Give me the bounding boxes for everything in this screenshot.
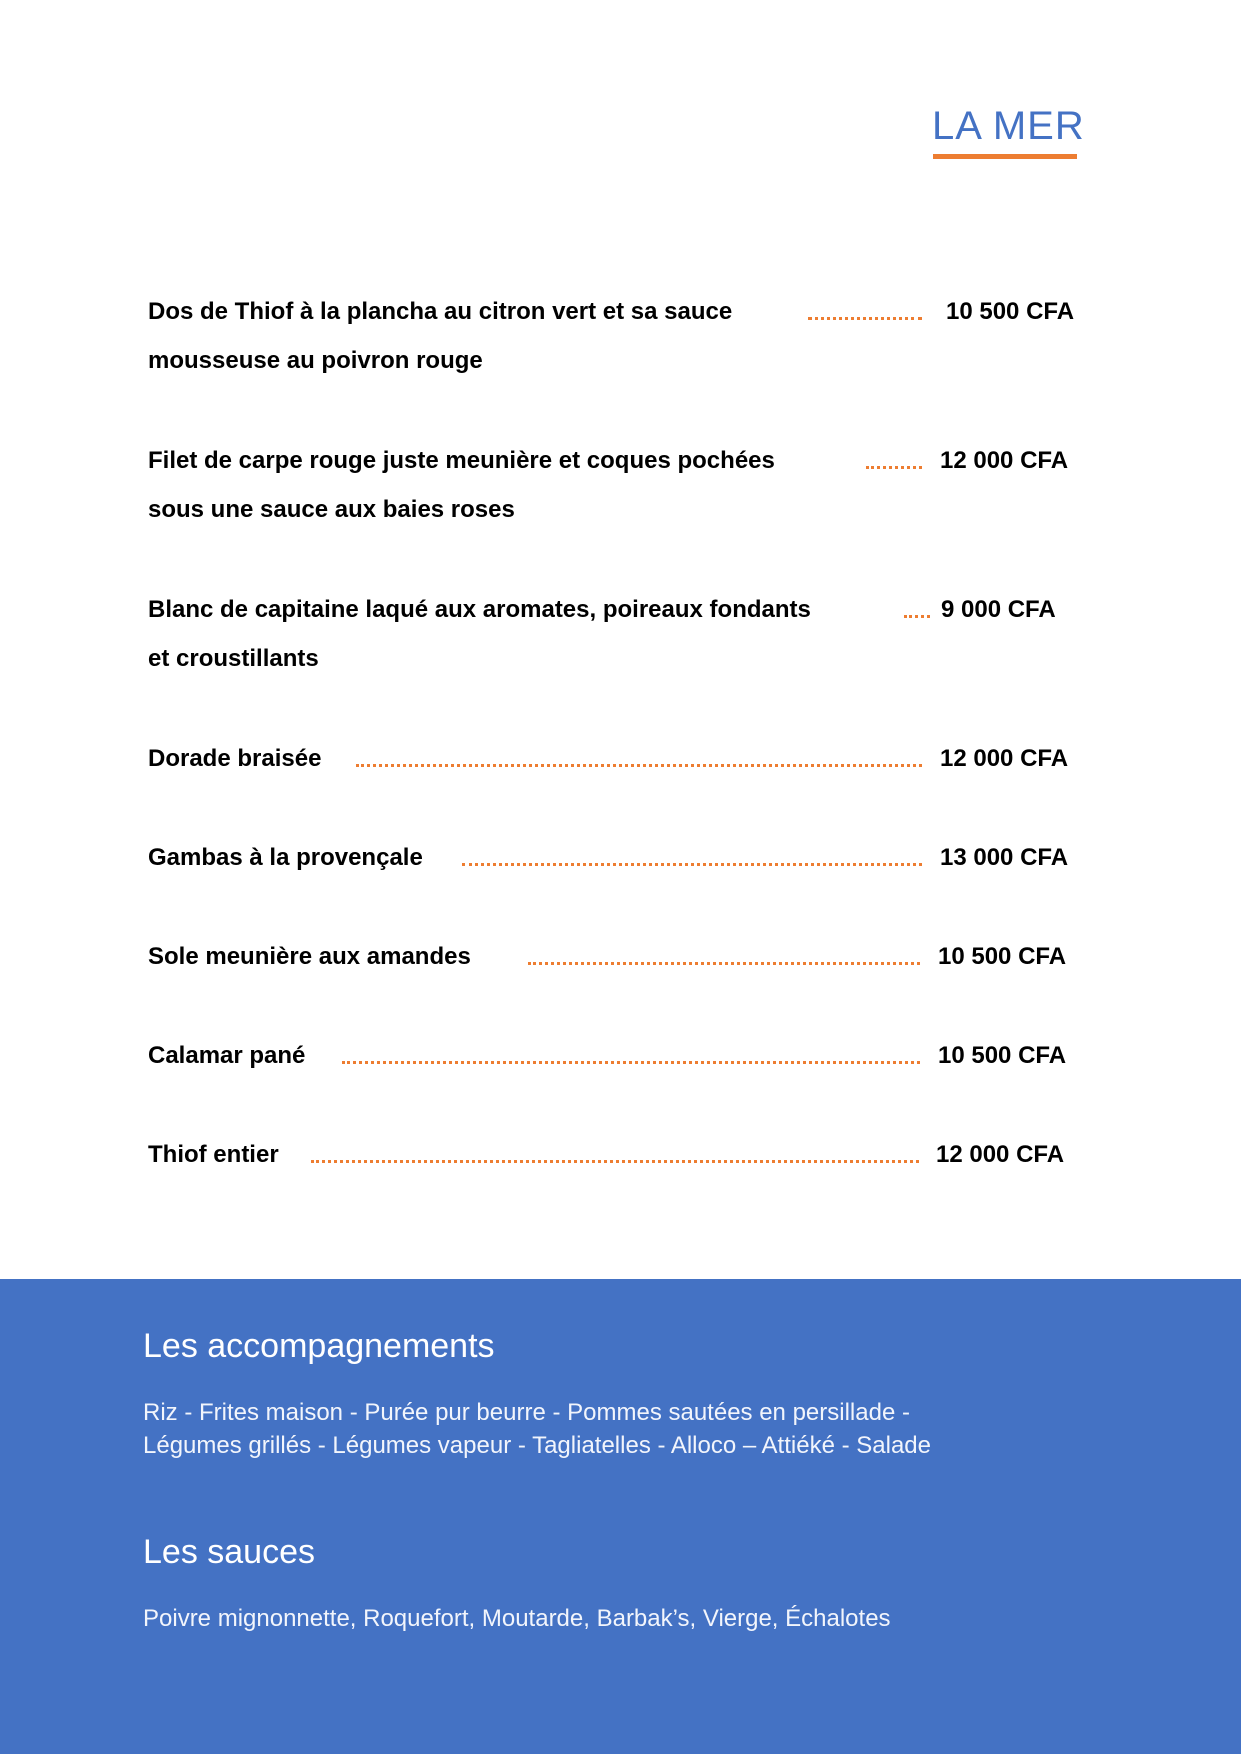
- item-price: 12 000 CFA: [936, 1141, 1065, 1168]
- menu-item: [148, 444, 1088, 523]
- menu-item: [148, 742, 1088, 776]
- menu-item: [148, 593, 1088, 672]
- item-price: 10 500 CFA: [946, 298, 1075, 325]
- dot-leader: [462, 863, 922, 866]
- dot-leader: [808, 317, 922, 320]
- item-price: 10 500 CFA: [938, 1042, 1067, 1069]
- sauces-heading: Les sauces: [143, 1533, 315, 1571]
- item-name: Dorade braisée: [148, 745, 322, 772]
- item-name: Blanc de capitaine laqué aux aromates, poireaux fondants: [148, 596, 811, 623]
- item-name-continued: et croustillants: [148, 645, 319, 672]
- item-name-continued: mousseuse au poivron rouge: [148, 347, 483, 374]
- menu-item: [148, 940, 1088, 974]
- sauces-text: Poivre mignonnette, Roquefort, Moutarde, Barbak’s, Vierge, Échalotes: [143, 1605, 891, 1632]
- menu-item: [148, 295, 1088, 374]
- title-underline: [933, 154, 1077, 159]
- menu-item: [148, 1138, 1088, 1172]
- dot-leader: [904, 615, 930, 618]
- menu-item: [148, 1039, 1088, 1073]
- dot-leader: [342, 1061, 920, 1064]
- item-name-continued: sous une sauce aux baies roses: [148, 496, 515, 523]
- menu-item: [148, 841, 1088, 875]
- item-name: Gambas à la provençale: [148, 844, 423, 871]
- dot-leader: [866, 466, 922, 469]
- item-price: 13 000 CFA: [940, 844, 1069, 871]
- footer-band: [0, 1279, 1241, 1754]
- sides-text-line1: Riz - Frites maison - Purée pur beurre - Pommes sautées en persillade -: [143, 1399, 910, 1426]
- section-title: LA MER: [932, 104, 1085, 148]
- item-price: 9 000 CFA: [941, 596, 1056, 623]
- item-price: 10 500 CFA: [938, 943, 1067, 970]
- item-name: Filet de carpe rouge juste meunière et coques pochées: [148, 447, 775, 474]
- sides-text-line2: Légumes grillés - Légumes vapeur - Tagliatelles - Alloco – Attiéké - Salade: [143, 1432, 931, 1459]
- item-name: Thiof entier: [148, 1141, 279, 1168]
- dot-leader: [311, 1160, 919, 1163]
- dot-leader: [528, 962, 920, 965]
- item-name: Calamar pané: [148, 1042, 306, 1069]
- item-price: 12 000 CFA: [940, 447, 1069, 474]
- item-price: 12 000 CFA: [940, 745, 1069, 772]
- item-name: Dos de Thiof à la plancha au citron vert et sa sauce: [148, 298, 733, 325]
- sides-heading: Les accompagnements: [143, 1327, 495, 1365]
- dot-leader: [356, 764, 922, 767]
- item-name: Sole meunière aux amandes: [148, 943, 471, 970]
